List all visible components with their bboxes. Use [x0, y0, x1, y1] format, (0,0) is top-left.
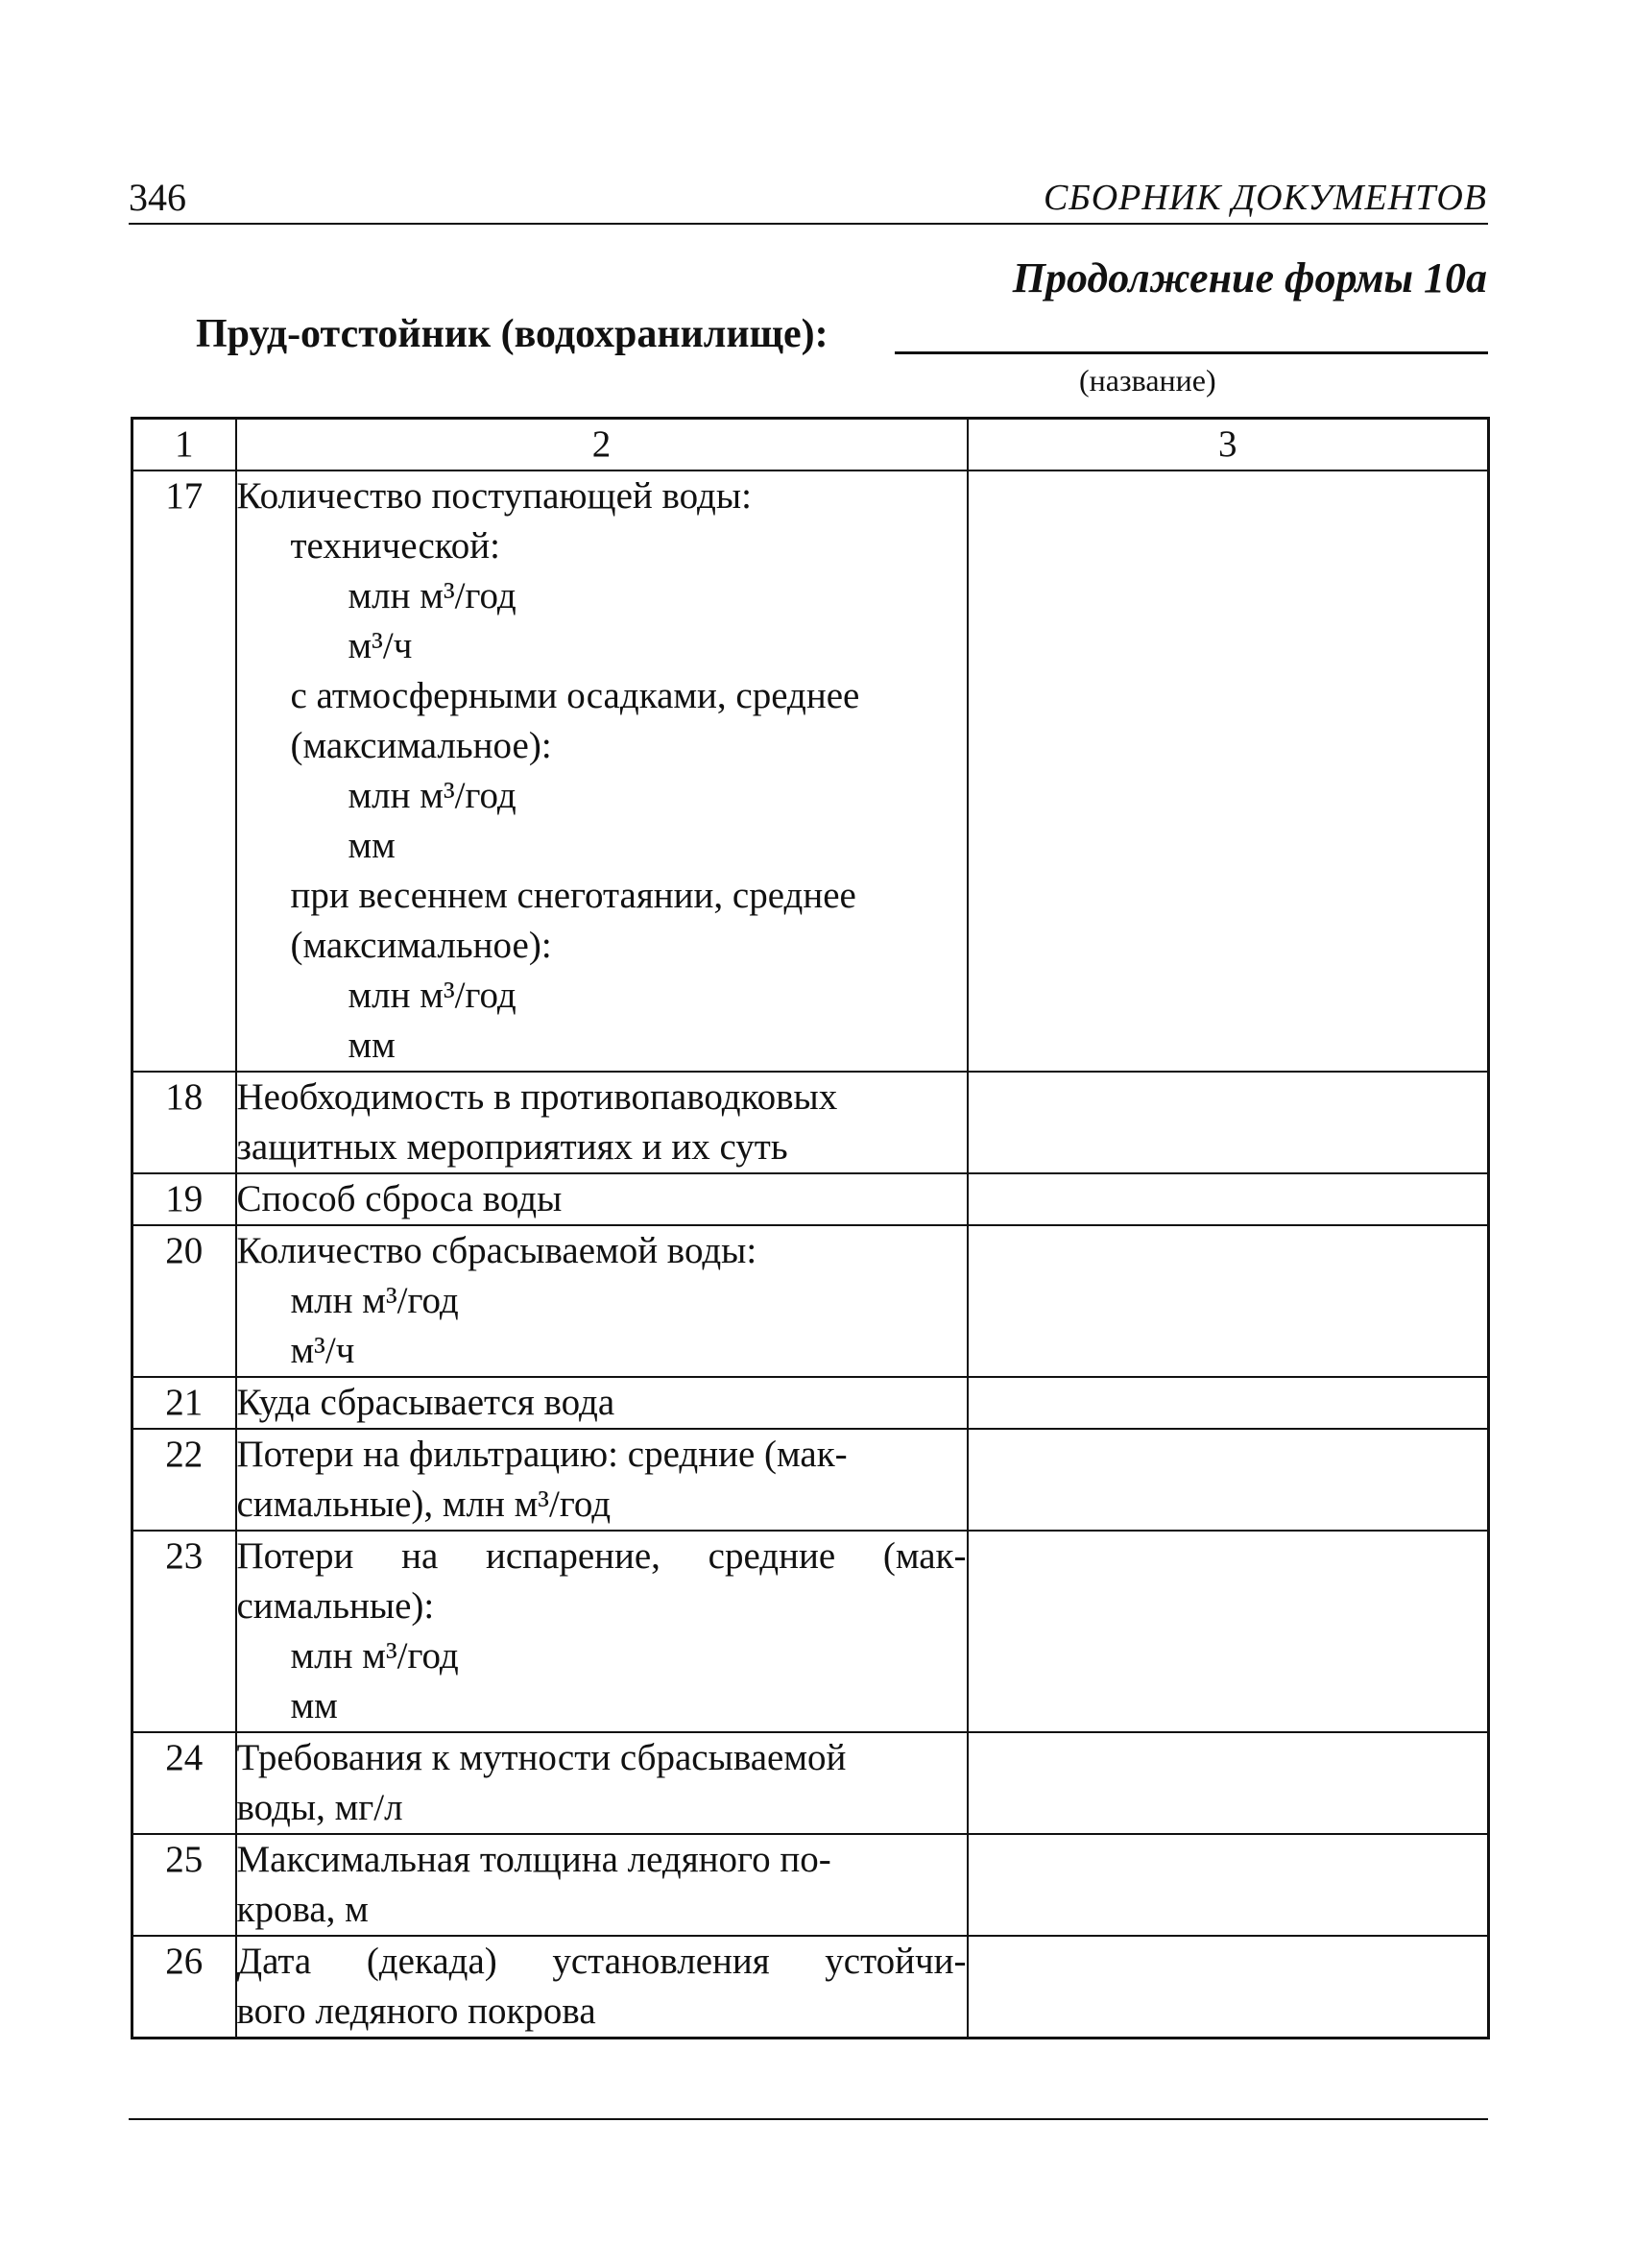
description-line: симальные): — [236, 1585, 435, 1627]
table-row — [132, 1225, 1489, 1377]
row-description — [236, 1173, 968, 1225]
value-cell[interactable] — [968, 1377, 1489, 1429]
value-cell[interactable] — [968, 1936, 1489, 2039]
description-line: млн м³/год — [290, 1280, 459, 1321]
form-table — [131, 417, 1490, 2039]
row-description — [236, 1072, 968, 1173]
table-row — [132, 1531, 1489, 1732]
table-row — [132, 1732, 1489, 1834]
table-row — [132, 1936, 1489, 2039]
value-cell[interactable] — [968, 1429, 1489, 1531]
description-line: симальные), млн м³/год — [236, 1484, 612, 1525]
page-number: 346 — [129, 176, 186, 219]
table-row — [132, 470, 1489, 1072]
row-number: 19 — [132, 1173, 236, 1225]
description-line: млн м³/год — [348, 775, 516, 816]
description-line: воды, мг/л — [236, 1787, 403, 1828]
description-line: Дата (декада) установления устойчи- — [236, 1941, 967, 1982]
description-line: (максимальное): — [290, 925, 552, 966]
row-description — [236, 1377, 968, 1429]
value-cell[interactable] — [968, 1225, 1489, 1377]
description-line: при весеннем снеготаянии, среднее — [290, 875, 856, 916]
row-number: 23 — [132, 1531, 236, 1732]
description-line: технической: — [290, 525, 500, 567]
description-line: мм — [348, 1025, 396, 1066]
description-line: крова, м — [236, 1889, 369, 1930]
description-line: млн м³/год — [290, 1635, 459, 1677]
description-line: мм — [290, 1685, 338, 1726]
description-line: Необходимость в противопаводковых — [236, 1076, 838, 1118]
table-row — [132, 1429, 1489, 1531]
description-line: млн м³/год — [348, 975, 516, 1016]
value-cell[interactable] — [968, 1173, 1489, 1225]
value-cell[interactable] — [968, 470, 1489, 1072]
table-row — [132, 1173, 1489, 1225]
row-number: 18 — [132, 1072, 236, 1173]
description-line: млн м³/год — [348, 575, 516, 616]
table-row — [132, 1377, 1489, 1429]
row-description — [236, 1936, 968, 2039]
description-line: Требования к мутности сбрасываемой — [236, 1737, 847, 1778]
description-line: защитных мероприятиях и их суть — [236, 1126, 788, 1168]
row-description — [236, 1225, 968, 1377]
table-row — [132, 1834, 1489, 1936]
description-line: Максимальная толщина ледяного по- — [236, 1839, 831, 1880]
description-line: Количество поступающей воды: — [236, 475, 752, 517]
row-number: 25 — [132, 1834, 236, 1936]
value-cell[interactable] — [968, 1072, 1489, 1173]
row-description — [236, 1732, 968, 1834]
row-description — [236, 1834, 968, 1936]
description-line: с атмосферными осадками, среднее — [290, 675, 860, 716]
header-rule — [129, 223, 1488, 225]
description-line: вого ледяного покрова — [236, 1991, 596, 2032]
name-caption: (название) — [1079, 363, 1216, 398]
row-number: 24 — [132, 1732, 236, 1834]
table-row — [132, 1072, 1489, 1173]
row-number: 17 — [132, 470, 236, 1072]
column-header-2: 2 — [236, 419, 968, 471]
bottom-rule — [129, 2118, 1488, 2120]
table-body — [132, 419, 1489, 2039]
description-line: (максимальное): — [290, 725, 552, 766]
column-header-1: 1 — [132, 419, 236, 471]
column-header-3: 3 — [968, 419, 1489, 471]
description-line: Количество сбрасываемой воды: — [236, 1230, 757, 1271]
description-line: Куда сбрасывается вода — [236, 1382, 615, 1423]
description-line: Потери на испарение, средние (мак- — [236, 1535, 967, 1577]
table-header-row — [132, 419, 1489, 471]
row-description — [236, 1429, 968, 1531]
running-head: СБОРНИК ДОКУМЕНТОВ — [1043, 178, 1487, 218]
row-description — [236, 1531, 968, 1732]
description-line: м³/ч — [348, 625, 413, 666]
row-number: 20 — [132, 1225, 236, 1377]
row-number: 26 — [132, 1936, 236, 2039]
value-cell[interactable] — [968, 1834, 1489, 1936]
row-number: 21 — [132, 1377, 236, 1429]
description-line: м³/ч — [290, 1330, 355, 1371]
row-description — [236, 470, 968, 1072]
value-cell[interactable] — [968, 1531, 1489, 1732]
value-cell[interactable] — [968, 1732, 1489, 1834]
description-line: Потери на фильтрацию: средние (мак- — [236, 1434, 848, 1475]
description-line: мм — [348, 825, 396, 866]
description-line: Способ сброса воды — [236, 1178, 563, 1219]
form-continuation-label: Продолжение формы 10а — [1012, 254, 1487, 302]
form-title: Пруд-отстойник (водохранилище): — [196, 312, 829, 356]
name-blank-line — [895, 351, 1488, 354]
row-number: 22 — [132, 1429, 236, 1531]
